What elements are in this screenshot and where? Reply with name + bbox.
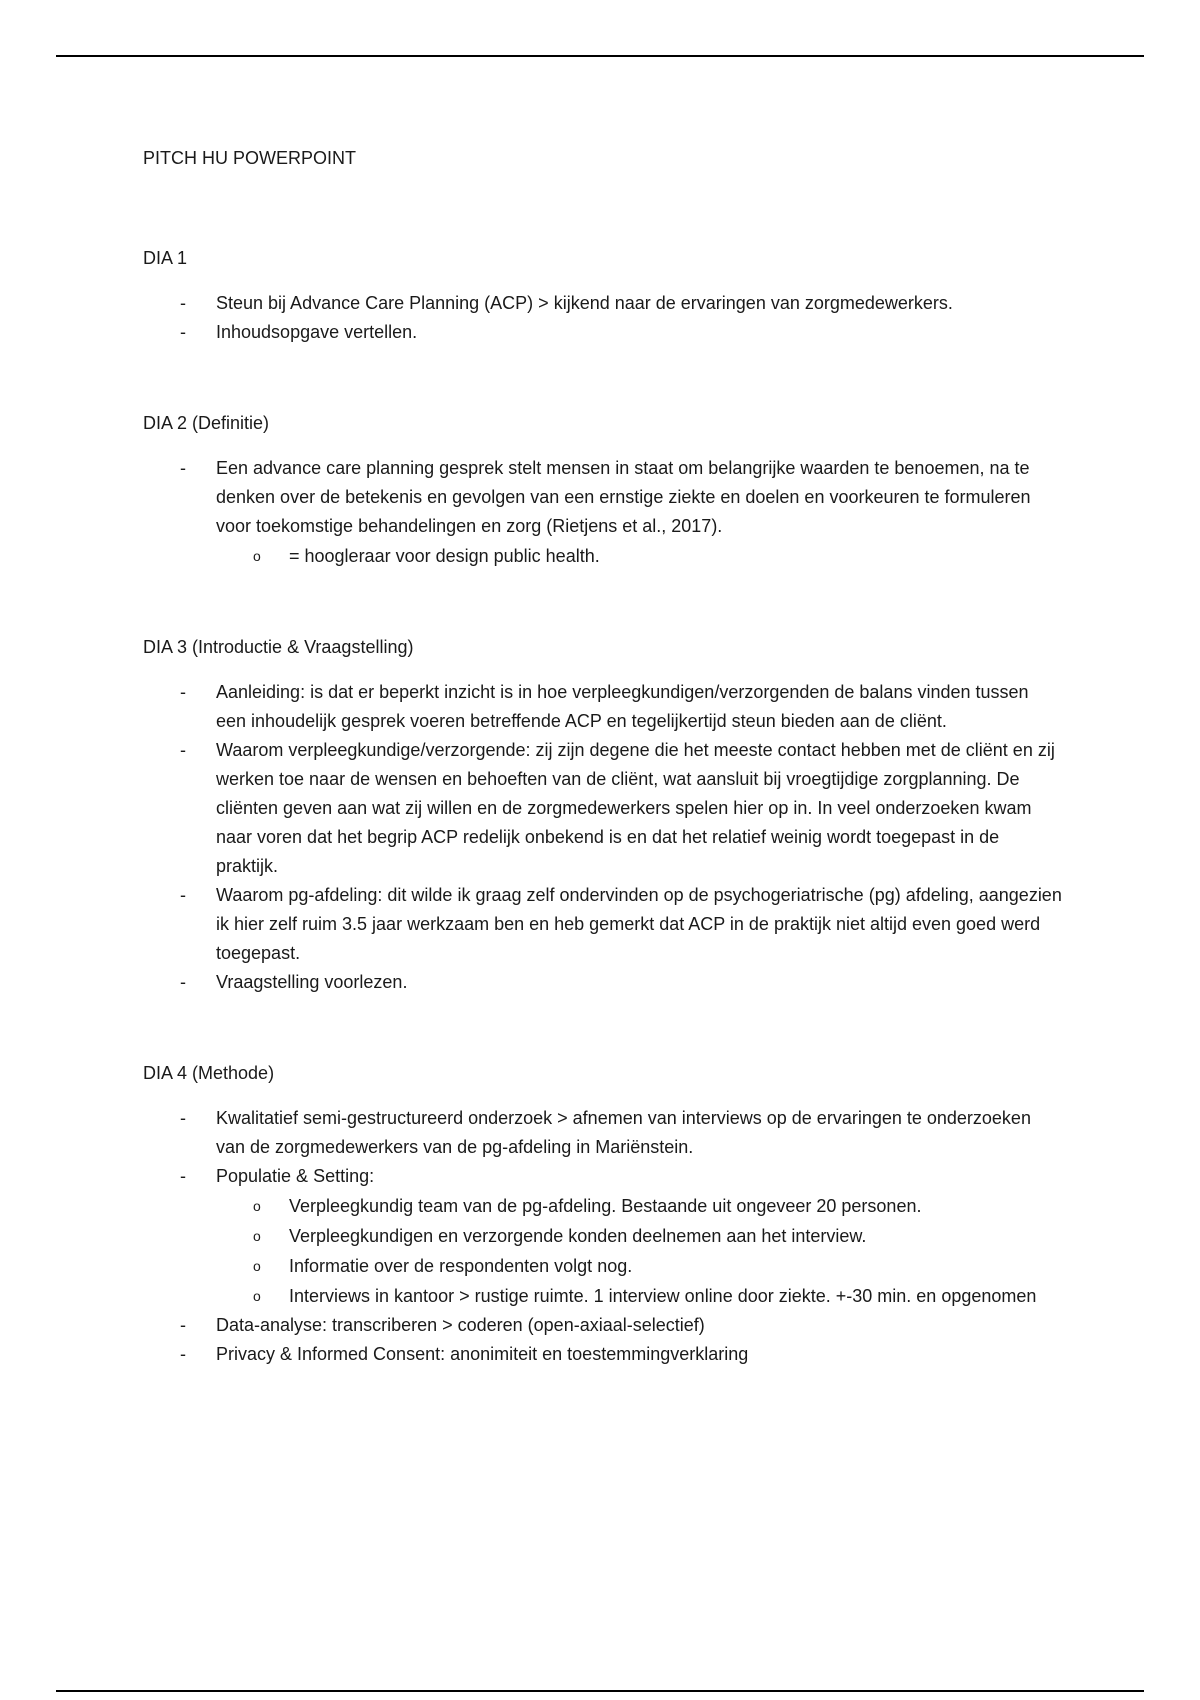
sub-list-item [143,1221,1063,1251]
bottom-rule [56,1690,1144,1692]
bullet-list [143,454,1063,541]
sub-list-item-text: Informatie over de respondenten volgt nog. [289,1256,633,1276]
section-heading: DIA 2 (Definitie) [143,413,270,433]
circle-bullet-icon: o [253,1258,261,1274]
list-item-text: Steun bij Advance Care Planning (ACP) > kijkend naar de ervaringen van zorgmedewerkers. [216,293,953,313]
sub-list-item-text: = hoogleraar voor design public health. [289,546,600,566]
section-heading: DIA 3 (Introductie & Vraagstelling) [143,637,414,657]
dash-bullet-icon: - [180,740,186,760]
document-body [143,144,1063,1431]
circle-bullet-icon: o [253,1288,261,1304]
sub-list [143,541,1063,571]
list-item [143,881,1063,968]
bullet-list [143,678,1063,997]
sub-list-item-text: Interviews in kantoor > rustige ruimte. 1 interview online door ziekte. +-30 min. en opgenomen [289,1286,1037,1306]
section-dia-4 [143,1059,1063,1369]
circle-bullet-icon: o [253,548,261,564]
list-item-text: Kwalitatief semi-gestructureerd onderzoek > afnemen van interviews op de ervaringen te onderzoeken van de zorgmedewerkers van de pg-afdeling in Mariënstein. [216,1108,1031,1157]
dash-bullet-icon: - [180,293,186,313]
list-item-text: Aanleiding: is dat er beperkt inzicht is in hoe verpleegkundigen/verzorgenden de balans vinden tussen een inhoudelijk gesprek voeren betreffende ACP en tegelijkertijd steun bieden aan de cliënt. [216,682,1029,731]
bullet-list [143,1104,1063,1191]
top-rule [56,55,1144,57]
sub-list-item [143,541,1063,571]
section-heading: DIA 1 [143,248,188,268]
dash-bullet-icon: - [180,1344,186,1364]
list-item [143,318,1063,347]
sub-list-item [143,1191,1063,1221]
list-item-text: Waarom verpleegkundige/verzorgende: zij zijn degene die het meeste contact hebben met de cliënt en zij werken toe naar de wensen en behoeften van de cliënt, wat aansluit bij vroegtijdige zorgplanning. De cliënten geven aan wat zij willen en de zorgmedewerkers spelen hier op in. In veel onderzoeken kwam naar voren dat het begrip ACP redelijk onbekend is en dat het relatief weinig wordt toegepast in de praktijk. [216,740,1055,876]
bullet-list [143,289,1063,347]
list-item [143,1340,1063,1369]
section-dia-2 [143,409,1063,571]
list-item-text: Een advance care planning gesprek stelt mensen in staat om belangrijke waarden te benoemen, na te denken over de betekenis en gevolgen van een ernstige ziekte en doelen en voorkeuren te formuleren voor toekomstige behandelingen en zorg (Rietjens et al., 2017). [216,458,1031,536]
circle-bullet-icon: o [253,1228,261,1244]
sub-list-item-text: Verpleegkundigen en verzorgende konden deelnemen aan het interview. [289,1226,867,1246]
sub-list [143,1191,1063,1311]
dash-bullet-icon: - [180,1166,186,1186]
sub-list-item [143,1251,1063,1281]
list-item-text: Vraagstelling voorlezen. [216,972,408,992]
circle-bullet-icon: o [253,1198,261,1214]
dash-bullet-icon: - [180,1315,186,1335]
list-item [143,1162,1063,1191]
list-item [143,1104,1063,1162]
dash-bullet-icon: - [180,322,186,342]
list-item [143,454,1063,541]
dash-bullet-icon: - [180,972,186,992]
document-title: PITCH HU POWERPOINT [143,148,357,168]
sub-list-item-text: Verpleegkundig team van de pg-afdeling. Bestaande uit ongeveer 20 personen. [289,1196,922,1216]
list-item [143,678,1063,736]
list-item [143,1311,1063,1340]
section-dia-3 [143,633,1063,997]
dash-bullet-icon: - [180,885,186,905]
sub-list-item [143,1281,1063,1311]
section-heading: DIA 4 (Methode) [143,1063,275,1083]
bullet-list [143,1311,1063,1369]
list-item [143,736,1063,881]
list-item-text: Populatie & Setting: [216,1166,375,1186]
dash-bullet-icon: - [180,458,186,478]
dash-bullet-icon: - [180,1108,186,1128]
section-dia-1 [143,244,1063,347]
dash-bullet-icon: - [180,682,186,702]
list-item-text: Inhoudsopgave vertellen. [216,322,418,342]
list-item [143,968,1063,997]
list-item-text: Data-analyse: transcriberen > coderen (open-axiaal-selectief) [216,1315,705,1335]
list-item [143,289,1063,318]
list-item-text: Waarom pg-afdeling: dit wilde ik graag zelf ondervinden op de psychogeriatrische (pg) afdeling, aangezien ik hier zelf ruim 3.5 jaar werkzaam ben en heb gemerkt dat ACP in de praktijk niet altijd even goed werd toegepast. [216,885,1062,963]
list-item-text: Privacy & Informed Consent: anonimiteit en toestemmingverklaring [216,1344,749,1364]
